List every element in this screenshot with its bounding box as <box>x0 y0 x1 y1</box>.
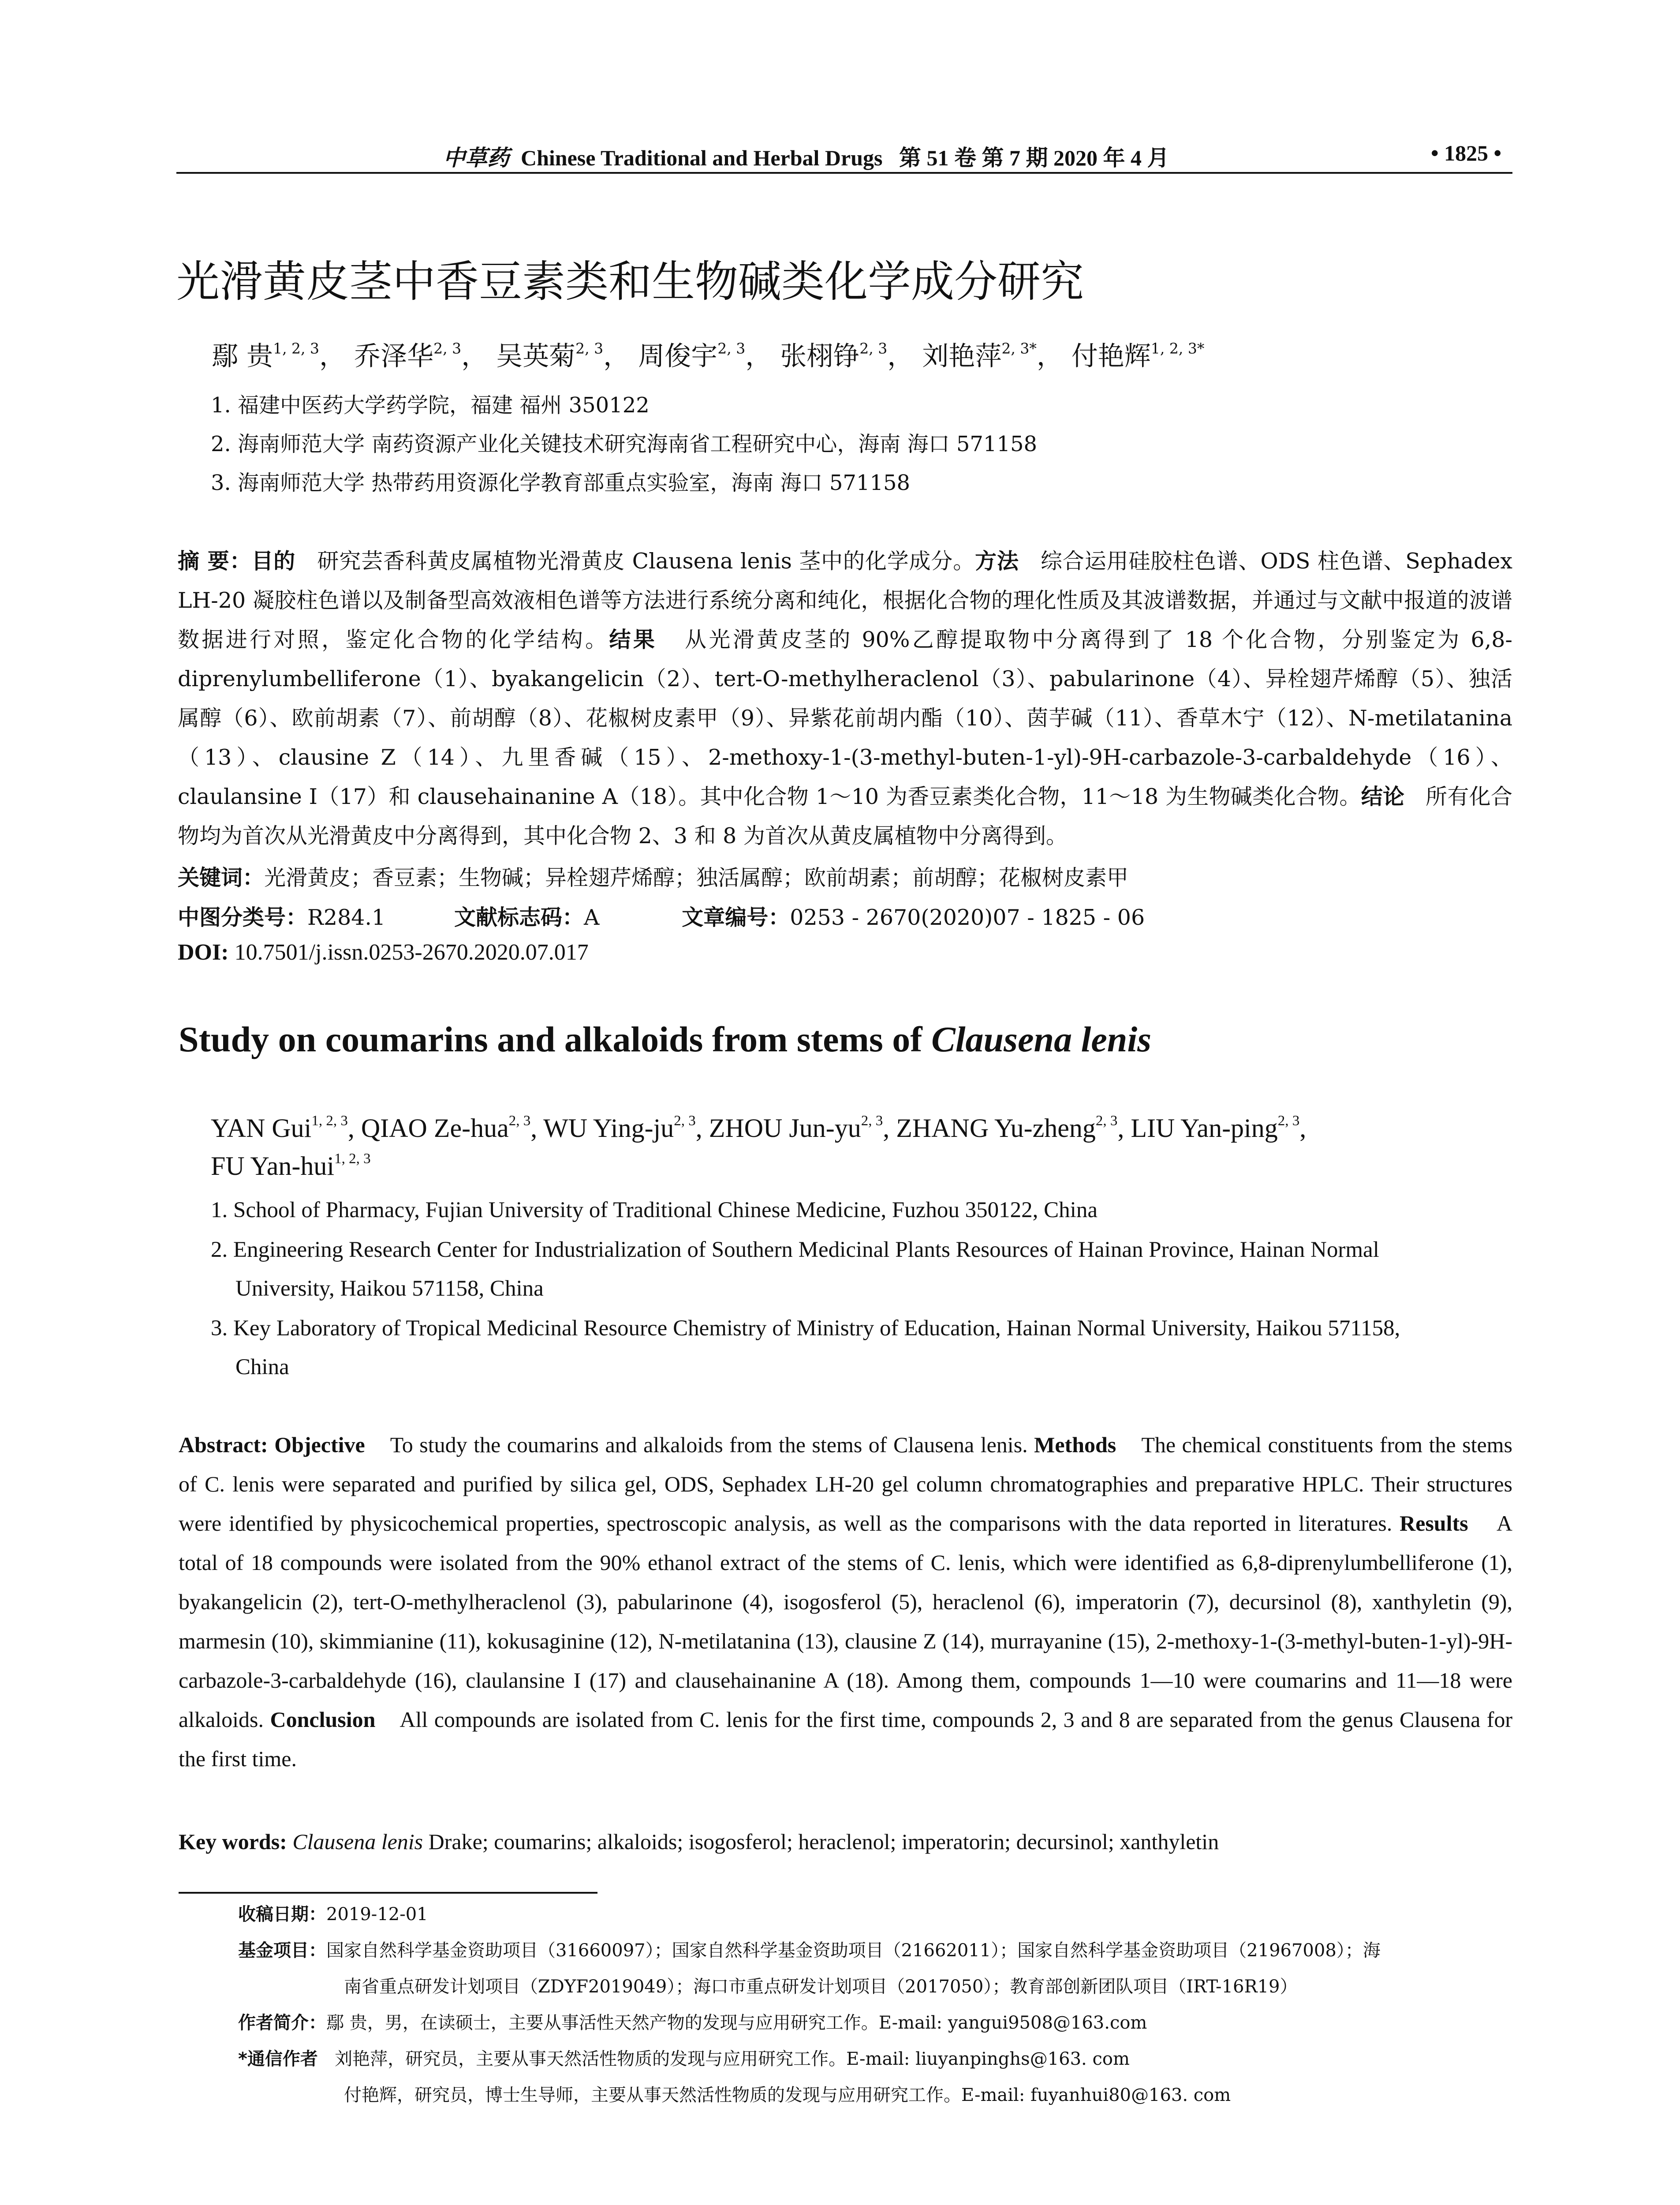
received-date: 2019-12-01 <box>326 1904 428 1925</box>
author-cn: 周俊宇 <box>638 341 718 372</box>
objective-text-en: To study the coumarins and alkaloids from the stems of Clausena lenis. <box>390 1432 1028 1457</box>
corresponding-line <box>238 2041 1512 2077</box>
affiliation-en-line: 2. Engineering Research Center for Industrialization of Southern Medicinal Plants Resources of Hainan Province, Hainan Normal <box>211 1237 1379 1262</box>
page-number: • 1825 • <box>1430 141 1501 165</box>
author-en: QIAO Ze-hua <box>361 1114 509 1143</box>
title-en-species: Clausena lenis <box>931 1019 1152 1059</box>
author-en: WU Ying-ju <box>543 1114 674 1143</box>
author-en: ZHOU Jun-yu <box>709 1114 861 1143</box>
footnotes <box>238 1896 1512 2113</box>
objective-label-en: Objective <box>274 1432 365 1457</box>
journal-name-cn: 中草药 <box>443 145 509 171</box>
authors-cn: 鄢 贵$^{1, 2, 3}$， 乔泽华$^{2, 3}$， 吴英菊$^{2, 3}$， 周俊宇$^{2, 3}$， 张栩铮$^{2, 3}$， 刘艳萍$^{2, 3*}$， 付艳辉$^{1, 2, 3*}$ <box>212 340 1205 372</box>
author-en-aff: 1, 2, 3 <box>334 1151 371 1167</box>
author-cn-aff: 2, 3* <box>1001 340 1037 357</box>
keywords-en <box>179 1829 1219 1854</box>
author-cn: 吴英菊 <box>496 341 576 372</box>
author-cn: 鄢 贵 <box>212 341 273 372</box>
keywords-cn <box>178 861 1128 892</box>
author-cn: 张栩铮 <box>780 341 860 372</box>
header-rule <box>176 172 1512 174</box>
title-en <box>179 1019 1151 1060</box>
author-cn-aff: 2, 3 <box>859 340 888 357</box>
fund-line <box>238 1932 1512 1969</box>
received-label: 收稿日期： <box>238 1904 326 1925</box>
title-en-main: Study on coumarins and alkaloids from stems of <box>179 1019 932 1059</box>
corresponding-text-1: 刘艳萍，研究员，主要从事天然活性物质的发现与应用研究工作。E-mail: liuyanpinghs@163. com <box>335 2049 1130 2069</box>
author-en: LIU Yan-ping <box>1131 1114 1278 1143</box>
running-header <box>176 140 1512 176</box>
author-cn-aff: 1, 2, 3 <box>273 340 320 357</box>
methods-label-en: Methods <box>1034 1432 1116 1457</box>
methods-text-cn: 综合运用硅胶柱色谱、ODS 柱色谱、Sephadex LH-20 凝胶柱色谱以及制备型高效液相色谱等方法进行系统分离和纯化，根据化合物的理化性质及其波谱数据，并通过与文献中报道的波谱数据进行对照，鉴定化合物的化学结构。 <box>178 549 1512 652</box>
doi-label: DOI: <box>178 940 229 965</box>
abstract-en-label: Abstract: <box>179 1432 268 1457</box>
received-line <box>238 1896 1512 1932</box>
conclusion-label-en: Conclusion <box>270 1707 376 1732</box>
corresponding-label: *通信作者 <box>238 2049 318 2069</box>
keywords-en-text: Drake; coumarins; alkaloids; isogosferol; heraclenol; imperatorin; decursinol; xanthyletin <box>423 1829 1219 1854</box>
keywords-en-species: Clausena lenis <box>292 1829 423 1854</box>
author-cn: 刘艳萍 <box>922 341 1002 372</box>
affiliation-en-line: 3. Key Laboratory of Tropical Medicinal Resource Chemistry of Ministry of Education, Hainan Normal University, Haikou 571158, <box>211 1316 1400 1341</box>
article-number-label: 文章编号： <box>682 905 790 930</box>
affiliation-cn: 1. 福建中医药大学药学院，福建 福州 350122 <box>211 393 650 418</box>
results-text-cn: 从光滑黄皮茎的 90%乙醇提取物中分离得到了 18 个化合物，分别鉴定为 6,8-diprenylumbelliferone（1）、byakangelicin（2）、tert-O-methylheraclenol（3）、pabularinone（4）、异栓翅芹烯醇（5）、独活属醇（6）、欧前胡素（7）、前胡醇（8）、花椒树皮素甲（9）、异紫花前胡内酯（10）、茵芋碱（11）、香草木宁（12）、N-metilatanina（13）、clausine Z（14）、九里香碱（15）、2-methoxy-1-(3-methyl-buten-1-yl)-9H-carbazole-3-carbaldehyde（16）、claulansine I（17）和 clausehainanine A（18）。其中化合物 1～10 为香豆素类化合物，11～18 为生物碱类化合物。 <box>178 627 1512 809</box>
keywords-cn-label: 关键词： <box>178 865 265 890</box>
affiliation-en <box>211 1309 1516 1387</box>
author-bio-line <box>238 2005 1512 2041</box>
affiliation-en-line: China <box>235 1355 289 1379</box>
author-en-aff: 1, 2, 3 <box>311 1113 348 1129</box>
fund-line-cont: 南省重点研发计划项目（ZDYF2019049）；海口市重点研发计划项目（2017050）；教育部创新团队项目（IRT-16R19） <box>344 1977 1298 1997</box>
author-cn: 付艳辉 <box>1071 341 1151 372</box>
doi-line <box>178 939 589 965</box>
methods-text-en: The chemical constituents from the stems of C. lenis were separated and purified by silica gel, ODS, Sephadex LH-20 gel column chromatographies and preparative HPLC. Their structures were identified by physicochemical properties, spectroscopic analysis, as well as the comparisons with the data reported in literatures. <box>179 1432 1512 1536</box>
objective-text-cn: 研究芸香科黄皮属植物光滑黄皮 Clausena lenis 茎中的化学成分。 <box>317 549 975 574</box>
journal-issue: 第 51 卷 第 7 期 2020 年 4 月 <box>899 146 1169 170</box>
author-en: ZHANG Yu-zheng <box>896 1114 1096 1143</box>
affiliation-en <box>211 1191 1516 1230</box>
results-label-cn: 结果 <box>609 627 657 652</box>
author-bio-text: 鄢 贵，男，在读硕士，主要从事活性天然产物的发现与应用研究工作。E-mail: yangui9508@163.com <box>326 2013 1147 2033</box>
author-en-aff: 2, 3 <box>1277 1113 1300 1129</box>
results-label-en: Results <box>1400 1511 1468 1536</box>
clc-value: R284.1 <box>307 905 386 930</box>
abstract-en <box>179 1425 1512 1779</box>
authors-en: YAN Gui$^{1, 2, 3}$, QIAO Ze-hua$^{2, 3}$, WU Ying-ju$^{2, 3}$, ZHOU Jun-yu$^{2, 3}$, ZHANG Yu-zheng$^{2, 3}$, LIU Yan-ping$^{2, 3}$, FU Yan-hui$^{1, 2, 3}$ <box>211 1113 1307 1181</box>
affiliation-en <box>211 1230 1516 1308</box>
abstract-cn-label: 摘 要： <box>178 549 252 574</box>
corresponding-text-2: 付艳辉，研究员，博士生导师，主要从事天然活性物质的发现与应用研究工作。E-mail: fuyanhui80@163. com <box>344 2085 1231 2105</box>
author-cn-aff: 1, 2, 3* <box>1150 340 1205 357</box>
keywords-cn-text: 光滑黄皮；香豆素；生物碱；异栓翅芹烯醇；独活属醇；欧前胡素；前胡醇；花椒树皮素甲 <box>264 865 1129 890</box>
author-bio-label: 作者简介： <box>238 2013 326 2033</box>
doi-value[interactable]: 10.7501/j.issn.0253-2670.2020.07.017 <box>234 940 589 965</box>
classification-line <box>178 901 1145 931</box>
author-en: YAN Gui <box>211 1114 312 1143</box>
author-en-aff: 2, 3 <box>1095 1113 1118 1129</box>
affiliation-cn: 3. 海南师范大学 热带药用资源化学教育部重点实验室，海南 海口 571158 <box>211 471 911 495</box>
journal-name-en: Chinese Traditional and Herbal Drugs <box>521 146 883 170</box>
author-cn: 乔泽华 <box>354 341 434 372</box>
fund-label: 基金项目： <box>238 1940 326 1961</box>
keywords-en-label: Key words: <box>179 1829 287 1854</box>
conclusion-text-cn: 所有化合物均为首次从光滑黄皮中分离得到，其中化合物 2、3 和 8 为首次从黄皮属植物中分离得到。 <box>178 784 1512 848</box>
affiliation-en-line: University, Haikou 571158, China <box>235 1276 544 1301</box>
author-en-aff: 2, 3 <box>861 1113 883 1129</box>
results-text-en: A total of 18 compounds were isolated from the 90% ethanol extract of the stems of C. lenis, which were identified as 6,8-diprenylumbelliferone (1), byakangelicin (2), tert-O-methylheraclenol (3), pabularinone (4), isogosferol (5), heraclenol (6), imperatorin (7), decursinol (8), xanthyletin (9), marmesin (10), skimmianine (11), kokusaginine (12), N-metilatanina (13), clausine Z (14), murrayanine (15), 2-methoxy-1-(3-methyl-buten-1-yl)-9H-carbazole-3-carbaldehyde (16), claulansine I (17) and clausehainanine A (18). Among them, compounds 1—10 were coumarins and 11—18 were alkaloids. <box>179 1511 1513 1732</box>
doc-code-value: A <box>583 905 600 930</box>
article-number-value: 0253 - 2670(2020)07 - 1825 - 06 <box>790 905 1145 930</box>
doc-code-label: 文献标志码： <box>454 905 584 930</box>
author-cn-aff: 2, 3 <box>717 340 746 357</box>
author-cn-aff: 2, 3 <box>433 340 462 357</box>
abstract-cn <box>178 542 1512 856</box>
footnote-rule <box>179 1892 597 1894</box>
objective-label-cn: 目的 <box>251 549 296 574</box>
affiliation-en-line: 1. School of Pharmacy, Fujian University of Traditional Chinese Medicine, Fuzhou 350122, China <box>211 1198 1098 1222</box>
author-cn-aff: 2, 3 <box>575 340 604 357</box>
conclusion-label-cn: 结论 <box>1361 784 1405 809</box>
author-en-aff: 2, 3 <box>674 1113 696 1129</box>
methods-label-cn: 方法 <box>975 549 1019 574</box>
author-en-aff: 2, 3 <box>508 1113 531 1129</box>
clc-label: 中图分类号： <box>178 905 308 930</box>
conclusion-text-en: All compounds are isolated from C. lenis for the first time, compounds 2, 3 and 8 are separated from the genus Clausena for the first time. <box>179 1707 1512 1771</box>
affiliation-cn: 2. 海南师范大学 南药资源产业化关键技术研究海南省工程研究中心，海南 海口 571158 <box>211 432 1038 456</box>
fund-text: 国家自然科学基金资助项目（31660097）；国家自然科学基金资助项目（21662011）；国家自然科学基金资助项目（21967008）；海 <box>326 1940 1381 1961</box>
title-cn: 光滑黄皮茎中香豆素类和生物碱类化学成分研究 <box>176 257 1084 307</box>
author-en: FU Yan-hui <box>211 1151 335 1181</box>
journal-info <box>443 140 1169 172</box>
